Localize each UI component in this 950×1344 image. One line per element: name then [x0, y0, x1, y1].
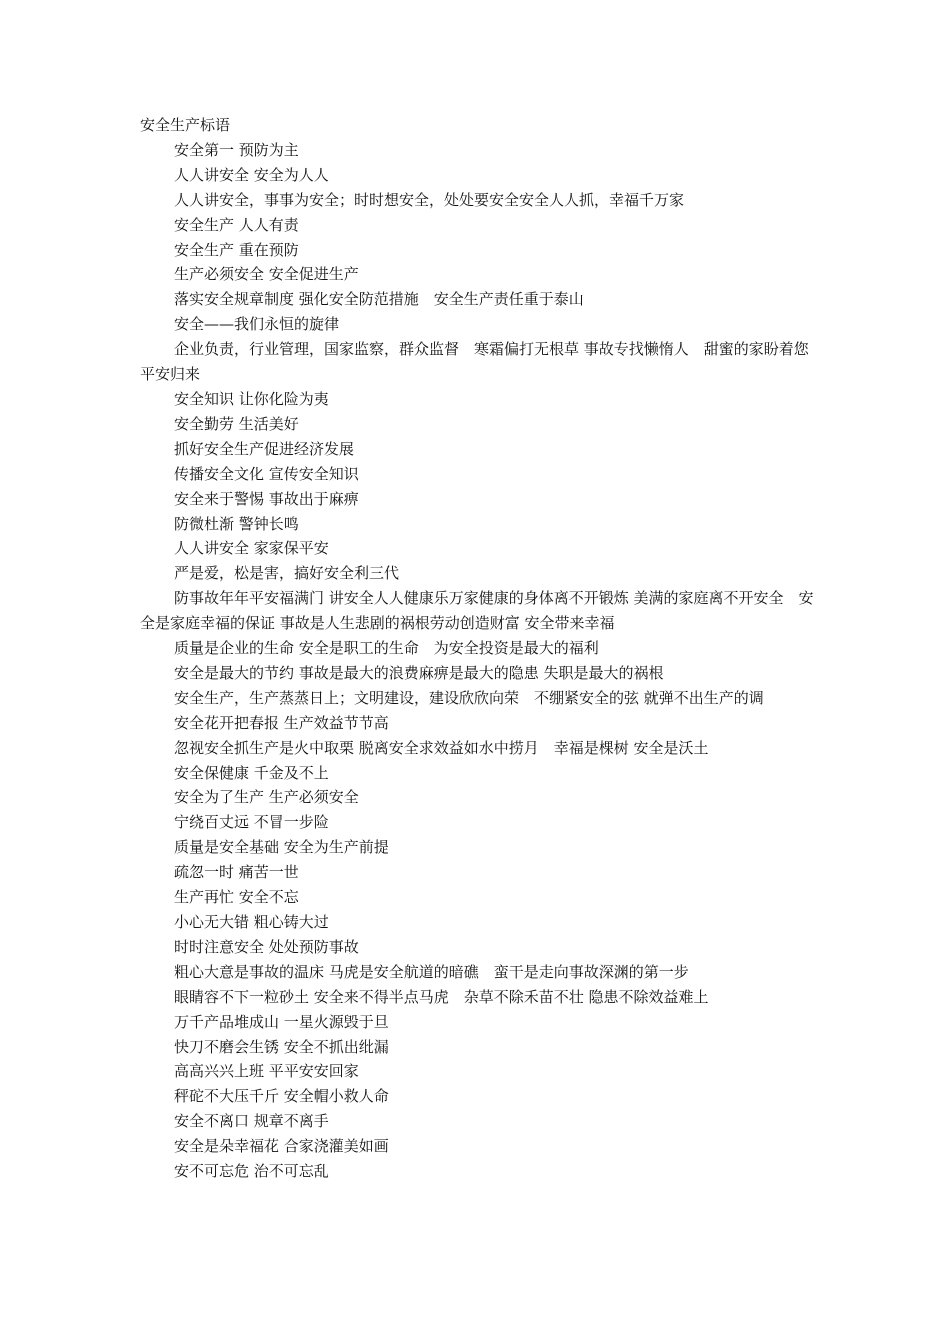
- slogan-line: 宁绕百丈远 不冒一步险: [174, 813, 329, 832]
- slogan-line: 安全保健康 千金及不上: [174, 763, 329, 782]
- slogan-line: 企业负责，行业管理，国家监察，群众监督 寒霜偏打无根草 事故专找懒惰人 甜蜜的家盼着您平安归来: [140, 340, 809, 384]
- slogan-line: 质量是企业的生命 安全是职工的生命 为安全投资是最大的福利: [174, 639, 599, 658]
- slogan-line: 安全知识 让你化险为夷: [174, 389, 329, 408]
- slogan-line: 生产必须安全 安全促进生产: [174, 265, 359, 284]
- slogan-line: 安全生产 人人有责: [174, 215, 299, 234]
- slogan-line: 高高兴兴上班 平平安安回家: [174, 1062, 359, 1081]
- slogan-line: 忽视安全抓生产是火中取栗 脱离安全求效益如水中捞月 幸福是棵树 安全是沃土: [174, 738, 709, 757]
- slogan-line: 安不可忘危 治不可忘乱: [174, 1162, 329, 1181]
- slogan-line: 防微杜渐 警钟长鸣: [174, 514, 299, 533]
- slogan-line: 传播安全文化 宣传安全知识: [174, 464, 359, 483]
- document-body: [140, 113, 814, 1184]
- slogan-line: 小心无大错 粗心铸大过: [174, 913, 329, 931]
- slogan-line: 安全是朵幸福花 合家浇灌美如画: [174, 1137, 389, 1156]
- slogan-line: 安全是最大的节约 事故是最大的浪费麻痹是最大的隐患 失职是最大的祸根: [174, 663, 664, 682]
- slogan-line: 安全来于警惕 事故出于麻痹: [174, 489, 359, 508]
- slogan-line: 抓好安全生产促进经济发展: [174, 439, 355, 458]
- slogan-line: 眼睛容不下一粒砂土 安全来不得半点马虎 杂草不除禾苗不壮 隐患不除效益难上: [174, 987, 709, 1006]
- slogan-line: 安全花开把春报 生产效益节节高: [174, 713, 389, 732]
- slogan-line: 时时注意安全 处处预防事故: [174, 937, 359, 956]
- slogan-line: 安全为了生产 生产必须安全: [174, 788, 359, 807]
- slogan-line: 严是爱，松是害，搞好安全利三代: [174, 564, 400, 583]
- slogan-line: 安全勤劳 生活美好: [174, 414, 299, 433]
- slogan-line: 生产再忙 安全不忘: [174, 888, 299, 907]
- slogan-line: 粗心大意是事故的温床 马虎是安全航道的暗礁 蛮干是走向事故深渊的第一步: [174, 962, 689, 981]
- document-title: 安全生产标语: [140, 116, 231, 134]
- slogan-line: 万千产品堆成山 一星火源毁于旦: [174, 1012, 389, 1031]
- slogan-line: 人人讲安全，事事为安全；时时想安全，处处要安全安全人人抓，幸福千万家: [174, 190, 685, 209]
- slogan-line: 疏忽一时 痛苦一世: [174, 863, 299, 882]
- slogan-line: 安全生产 重在预防: [174, 240, 299, 259]
- slogan-line: 秤砣不大压千斤 安全帽小救人命: [174, 1087, 389, 1106]
- slogan-line: 安全——我们永恒的旋律: [174, 315, 340, 334]
- slogan-line: 人人讲安全 家家保平安: [174, 539, 329, 558]
- slogan-line: 落实安全规章制度 强化安全防范措施 安全生产责任重于泰山: [174, 290, 584, 309]
- slogan-line: 安全生产，生产蒸蒸日上；文明建设，建设欣欣向荣 不绷紧安全的弦 就弹不出生产的调: [174, 688, 764, 707]
- slogan-line: 安全不离口 规章不离手: [174, 1112, 329, 1131]
- slogan-line: 质量是安全基础 安全为生产前提: [174, 838, 389, 857]
- slogan-line: 安全第一 预防为主: [174, 140, 299, 159]
- slogan-line: 防事故年年平安福满门 讲安全人人健康乐万家健康的身体离不开锻炼 美满的家庭离不开安全 安全是家庭幸福的保证 事故是人生悲剧的祸根劳动创造财富 安全带来幸福: [140, 589, 814, 633]
- slogan-line: 人人讲安全 安全为人人: [174, 165, 329, 184]
- slogan-line: 快刀不磨会生锈 安全不抓出纰漏: [174, 1037, 389, 1056]
- slogan-list: [140, 138, 814, 1184]
